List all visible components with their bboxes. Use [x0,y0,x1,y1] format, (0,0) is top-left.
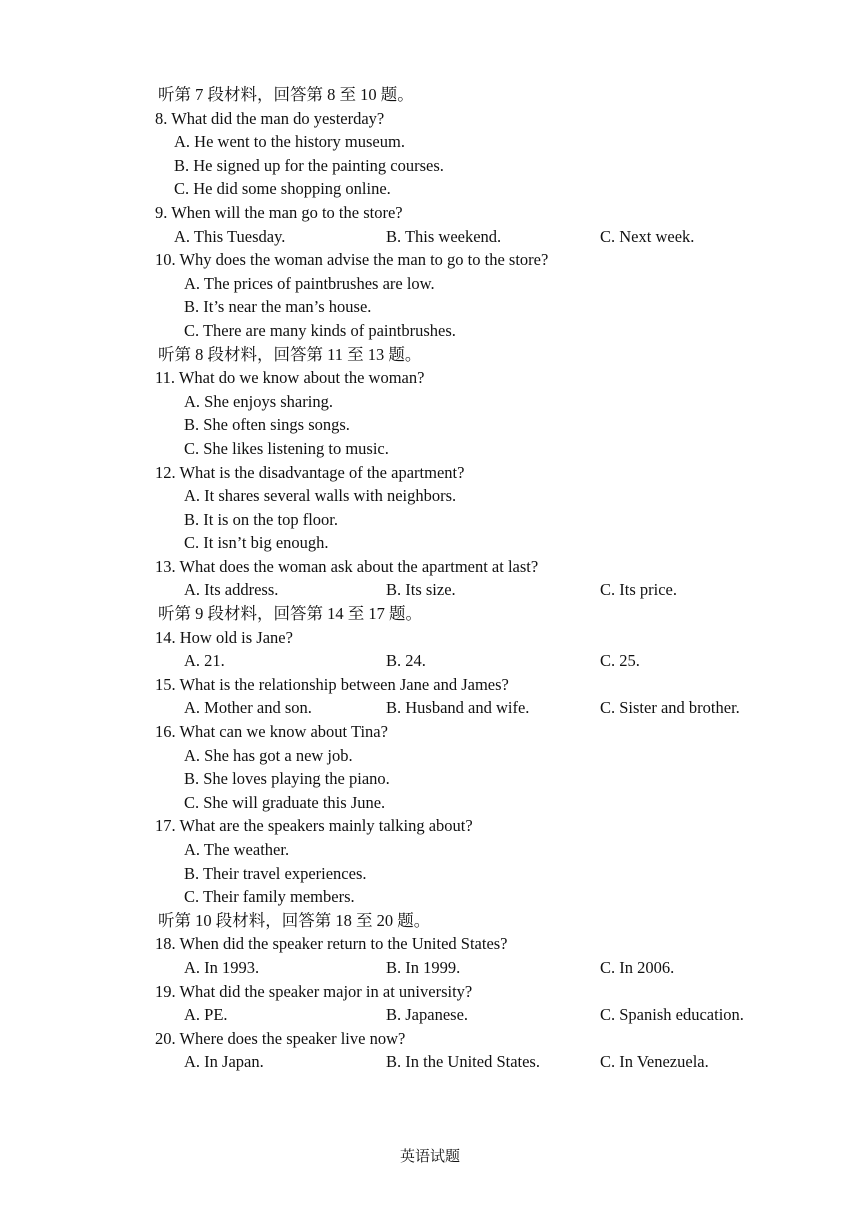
question-list [155,83,795,1074]
answer-option: B. This weekend. [386,226,502,246]
answer-option: C. She likes listening to music. [184,438,389,458]
question-stem: 19. What did the speaker major in at university? [155,981,473,1001]
question-stem: 12. What is the disadvantage of the apartment? [155,462,465,482]
question-stem: 18. When did the speaker return to the United States? [155,934,508,954]
answer-option: B. It is on the top floor. [184,509,338,529]
answer-option: C. Spanish education. [600,1005,744,1025]
answer-option: C. In 2006. [600,957,675,977]
answer-option: A. 21. [184,651,225,671]
answer-option: C. In Venezuela. [600,1052,709,1072]
question-stem: 10. Why does the woman advise the man to go to the store? [155,250,549,270]
answer-option: A. It shares several walls with neighbors. [184,486,457,506]
answer-option: B. It’s near the man’s house. [184,297,372,317]
option-row [155,225,795,249]
answer-option: A. In Japan. [184,1052,264,1072]
answer-option: B. Japanese. [386,1005,469,1025]
question-stem: 17. What are the speakers mainly talking about? [155,816,473,836]
question-stem: 9. When will the man go to the store? [155,202,403,222]
answer-option: B. 24. [386,651,426,671]
option-row [155,956,795,980]
answer-option: A. He went to the history museum. [174,132,405,152]
answer-option: A. The prices of paintbrushes are low. [184,273,435,293]
answer-option: B. In 1999. [386,957,461,977]
answer-option: B. In the United States. [386,1052,540,1072]
answer-option: B. She often sings songs. [184,415,350,435]
answer-option: C. He did some shopping online. [174,179,391,199]
answer-option: B. Their travel experiences. [184,863,367,883]
question-stem: 8. What did the man do yesterday? [155,108,385,128]
question-stem: 11. What do we know about the woman? [155,368,425,388]
section-header: 听第 9 段材料，回答第 14 至 17 题。 [158,604,422,624]
option-row [155,578,795,602]
section-header: 听第 10 段材料，回答第 18 至 20 题。 [158,910,431,930]
question-stem: 15. What is the relationship between Jane and James? [155,674,509,694]
answer-option: A. This Tuesday. [174,226,286,246]
answer-option: A. She has got a new job. [184,745,353,765]
answer-option: C. Next week. [600,226,695,246]
answer-option: B. He signed up for the painting courses. [174,155,444,175]
answer-option: C. 25. [600,651,640,671]
answer-option: C. There are many kinds of paintbrushes. [184,320,456,340]
option-row [155,649,795,673]
answer-option: C. It isn’t big enough. [184,533,329,553]
answer-option: B. She loves playing the piano. [184,769,390,789]
question-stem: 20. Where does the speaker live now? [155,1028,406,1048]
answer-option: A. The weather. [184,840,290,859]
answer-option: A. She enjoys sharing. [184,391,333,411]
section-header: 听第 8 段材料，回答第 11 至 13 题。 [158,344,422,364]
question-stem: 16. What can we know about Tina? [155,722,388,742]
answer-option: A. Its address. [184,580,279,600]
option-row [155,1003,795,1027]
answer-option: C. Their family members. [184,887,355,907]
page-footer: 英语试题 [399,1149,460,1165]
answer-option: B. Husband and wife. [386,698,530,718]
answer-option: C. Its price. [600,580,677,600]
answer-option: C. Sister and brother. [600,698,740,718]
answer-option: B. Its size. [386,580,456,600]
section-header: 听第 7 段材料，回答第 8 至 10 题。 [158,85,414,104]
question-stem: 13. What does the woman ask about the apartment at last? [155,556,539,576]
answer-option: A. In 1993. [184,957,260,977]
answer-option: A. Mother and son. [184,698,312,718]
question-stem: 14. How old is Jane? [155,627,293,647]
answer-option: C. She will graduate this June. [184,792,386,812]
option-row [155,1050,795,1074]
option-row [155,696,795,720]
answer-option: A. PE. [184,1005,228,1025]
